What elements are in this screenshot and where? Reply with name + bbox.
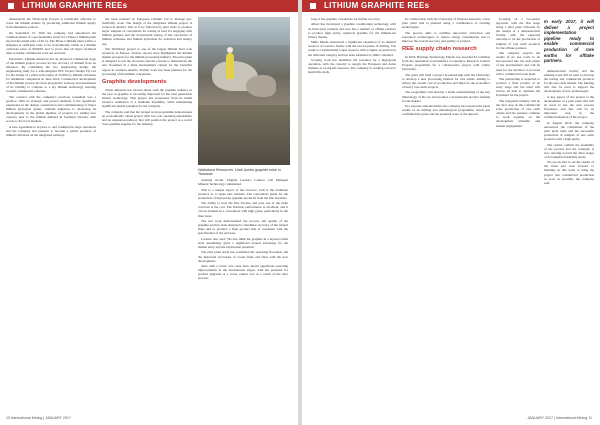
section-header-right: [302, 0, 600, 12]
section-subhead: Graphite developments: [102, 78, 167, 85]
paragraph: Allied has developed a graphite conditioning technology with its third party partners and now has a number of offtake partners to produce high purity, spherical graphite for the lithium-ion battery market.: [308, 22, 396, 39]
paragraph: The pilot plant study has confirmed the operating flowsheet and the improved recoveries of coarse flake and fines with the new development.: [198, 250, 288, 263]
paragraph: On September 15, 2016 the company had announced the commencement of a pre-feasibility study for a Phase 2 lithium plant beyond the initial pilot of 30 t/y. The Phase 2 lithium plant will be a designed at sufficient scale to be economically viable at a lithium carbonate price of $9,000/t and to prove that all major technical risks at tender commercial scale are resolved.: [6, 30, 96, 56]
paragraph: has been retained by European Lithium Ltd to manage pre-feasibility work. The design of the integrated lithium project is located in Austria. This is to be followed by pilot trials to produce larger samples of concentrate for testing as feed for engaging with lithium partners and the downstream testing of the conversion of lithium carbonate and lithium hydroxide for technical and battery use.: [102, 17, 192, 46]
article-column-2: [402, 17, 490, 407]
paragraph: The partnership is expected to produce a final product at an early stage and the team will review all data to optimise the flowsheet for the project.: [496, 77, 540, 98]
article-column-1: [308, 17, 396, 407]
article-column-4: [544, 17, 594, 407]
paragraph: The company expects the results of its test work to be incorporated into the next phase of the development and will be used for the decision to proceed with a commercial scale plant.: [496, 51, 540, 76]
section-subhead: REE supply chain research: [402, 45, 477, 52]
paragraph: This is a unique aspect of the resource. Cell is the dominant resource as it opens new markets. The concentrate grade for the production of high purity graphite produced from the fine fractions.: [198, 187, 288, 200]
header-square-icon: [310, 3, 316, 9]
photo-caption: Walkabout Resources' Lindi Jumbo graphite mine in Tanzania: [198, 168, 281, 177]
paragraph: cleaning circuit. Virginia Lorenzo, Lomeco Cell Managed Mineral Technology commented.: [198, 178, 288, 187]
paragraph: focusing on a two-phase approach, with the first stage being a pilot plant followed by the design of a demonstration facility, with the expected outcome to be the production of samples of rare earth products for the offtake partners.: [496, 17, 540, 50]
article-column-2: [102, 17, 192, 407]
paragraph: Elsewhere, Lithium Americas has an advanced commercial stage of the lithium project process for the recovery of lithium from an intrusion. By combining the two engineering design, the engineering study for a well-designed EPC Project Design Pty Ltd for the design of a plant with output of 35,000 t/y lithium carbonate for submitted completion in June 2016. Commercial development of the lithium process involves progressive scale-up and assessment of its viability to compare to a dry lithium technology trending towards commercial solutions.: [6, 56, 96, 94]
paragraph: In collaboration with the University of Western Australia, a new pilot plant trial is planned using a combination of existing technologies.: [402, 17, 490, 30]
paragraph: In a separate announcement, the company has reported the latest results of its drilling and metallurgical programme, which has confirmed the grade and the potential scale of the deposit.: [402, 104, 490, 117]
paragraph: Lorenzo also said: 'We also think the graphite in a layered schist style assemblage gives a significant natural advantage for the market entry and the exploration potential.': [198, 236, 288, 249]
paragraph: Tests with a lower cost route have shown significant operating improvements in the downstream stages, with the potential for product upgrades at a lower capital cost as a result of the pilot process.: [198, 264, 288, 281]
paragraph: A new agreement is in place to add commercial stage operations and the company and partners to become a global producer of lithium carbonate on the integrated pathway.: [6, 124, 96, 138]
paragraph: The Wolfsberg project is one of the largest lithium hard rock resources in Europe. Various reports have highlighted the lithium market prospects for the lithium processing industry. The pilot plant is designed to test the processes and the concept to demonstrate the new flowsheet in a mine development context for the Carinthia region in southern Austria. Further work has been planned for the processing of the lithium concentrate.: [102, 47, 192, 76]
paragraph: The test work demonstrated the process and quality of the graphite and has been designed to maximise recovery of the natural flake and to produce a final product that is consistent with the specification of the end user.: [198, 219, 288, 236]
page-footer-right: JANUARY 2017 | International Mining 11: [527, 416, 592, 420]
paragraph: The integrated refinery will be the first step in the commercial scale production of rare earth oxides and the partners continue to work together on the development schedule and market engagement.: [496, 98, 540, 128]
paragraph: A key aspect of the project is the development of a pilot plant that will be used to test the new process flowsheet, and this will be an important step in the commercialisation of the project.: [544, 94, 594, 120]
paragraph: Triton Minerals has moved ahead with the graphite industry in the year as graphite is becoming important for the next generation battery technology. This project has progressed from its initial resource estimation to a bankable feasibility, while maintaining significant upside potential for the company.: [102, 87, 192, 109]
paragraph: The programme will develop a better understanding of the key mineralogy of the ore and produce a downstream product suitable for the market.: [402, 90, 490, 103]
pull-quote: In early 2017, it will deliver a project implementation pipeline ready to enable commercial production of rare earths for offtake partners.: [544, 19, 594, 64]
paragraph: The process aims to combine innovative extraction and separation technologies, to reduce energy consumption and to improve the overall recovery and quality of product.: [402, 30, 490, 43]
mine-photo: [198, 17, 290, 165]
paragraph: demonstrate the Whabouchi Process is technically effective to lower the lithium market by producing additional lithium supply from alternative sources.: [6, 17, 96, 30]
section-header-label: LITHIUM GRAPHITE REEs: [324, 1, 430, 10]
paragraph: long of the graphite concentrate for further recovery.: [311, 17, 381, 21]
page-footer-left: 10 International Mining | JANUARY 2017: [6, 416, 71, 420]
paragraph: In August 2016, the company announced the completion of the pilot plant trials and the successful production of samples of rare earth products with a high purity.: [544, 120, 594, 142]
paragraph: We are excited to see the results of the trials and look forward to building on this work to bring the project into commercial production as soon as possible, the company said.: [544, 160, 594, 185]
paragraph: The results confirm the feasibility of the process and the company is now moving toward the final stages of its bankable feasibility study.: [544, 142, 594, 159]
left-page: [0, 0, 298, 425]
paragraph: MRG Metals announced a significant expansion of its mineral resource at Corridor Sands, with the second phase of drilling. The result is a substantially larger resource with a higher proportion in the indicated category and has been estimated to JORC standard.: [308, 40, 396, 57]
header-square-icon: [8, 3, 14, 9]
section-header-left: [0, 0, 298, 12]
right-page: [302, 0, 600, 425]
paragraph: demonstration facility and the existing work will be used to develop the testing and commercial products for the rare earth market. The funding will also be used to support the development of new technologies.: [544, 68, 594, 94]
paragraph: In 2016, Hastings Technology Metals was awarded $1.5 million from the Australian Government's Cooperative Research Centres Projects programme for a collaborative project with Curtin University.: [402, 54, 490, 72]
paragraph: The ability to treat the fine fraction and pass one of the main concerns is the cost. The flotation performance is excellent, and it can be attained in a concentrate with high grade, particularly in the finer sizes.: [198, 201, 288, 218]
paragraph: The company said that the revised work programme demonstrates an economically robust project with low-cost operating expenditure and an expansion pathway that will position the project as a world class graphite supplier for the industry.: [102, 109, 192, 126]
section-header-label: LITHIUM GRAPHITE REEs: [22, 1, 128, 10]
article-column-1: [6, 17, 96, 407]
paragraph: The contract with the company's previous consultant was a positive. With its strategic and proven methods, it has significant experience in the design, construction and commissioning of major lithium hydroxide plants. Lithium Americas is advancing its developments in the global pipeline of projects for adding new capacity near to the lithium demand in Southern Nevada, with access to the local markets.: [6, 94, 96, 124]
article-column-3: [198, 178, 288, 406]
article-column-3: [496, 17, 540, 407]
paragraph: The grant will fund a project in partnership with the University to develop a new processing method for rare earths, aiming to reduce the overall cost of production and improve the economics of heavy rare earth projects.: [402, 72, 490, 89]
paragraph: Scoping work has identified the potential for a high-grade operation, with the capacity to supply the European and Asian markets as a long-life resource. The company is working toward a feasibility study.: [308, 58, 396, 75]
